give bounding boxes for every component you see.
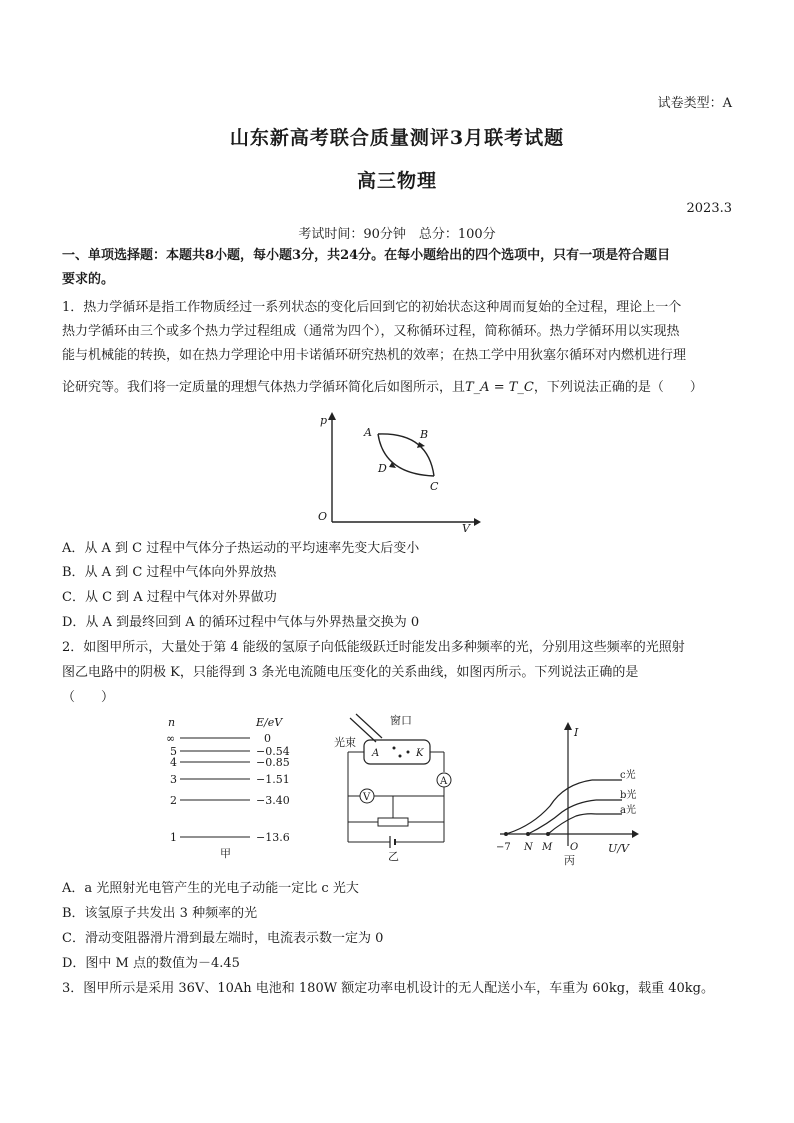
n-header: n [168,716,176,729]
m-point-label: M [542,842,553,853]
electron-dot [393,747,396,750]
q1-option-b: B．从 A 到 C 过程中气体向外界放热 [62,565,277,580]
point-b-label: B [420,428,429,441]
beam-line-2 [356,714,382,738]
q2-line1: 2．如图甲所示，大量处于第 4 能级的氢原子向低能级跃迁时能发出多种频率的光，分别用这些频率的光照射 [62,640,685,655]
q2-option-a: A．a 光照射光电管产生的光电子动能一定比 c 光大 [62,881,359,896]
electron-dot [407,751,410,754]
fig-yi-circuit [330,712,460,862]
u-label: U/V [608,842,629,855]
q2-option-b: B．该氢原子共发出 3 种频率的光 [62,906,258,921]
curve-c [506,780,592,834]
q1-line3: 能与机械能的转换，如在热力学理论中用卡诺循环研究热机的效率；在热工学中用狄塞尔循环对内燃机进行理 [62,348,687,363]
b-light-label: b光 [620,790,637,801]
window-label: 窗口 [390,714,412,727]
level-1-n: 1 [170,831,177,844]
point-minus7 [504,832,508,836]
q1-equation: T_A = T_C [465,380,534,395]
level-2-energy: −3.40 [256,794,290,807]
fig-yi-caption: 乙 [388,850,399,862]
anode-label: A [372,748,380,759]
e-header: E/eV [256,716,283,729]
electron-dot [399,755,402,758]
c-light-label: c光 [620,770,636,781]
q2-option-d: D．图中 M 点的数值为－4.45 [62,956,240,971]
minus7-label: −7 [496,842,511,853]
origin-label: O [318,510,328,523]
v-axis-arrow-icon [474,518,481,526]
q2-line3: （ ） [62,690,115,705]
q1-option-a: A．从 A 到 C 过程中气体分子热运动的平均速率先变大后变小 [62,541,420,556]
infinity-label: ∞ [166,732,176,745]
u-axis-arrow-icon [632,830,639,838]
level-5-energy: −0.54 [256,745,290,758]
level-inf-energy: 0 [264,732,271,745]
cathode-label: K [416,748,424,759]
level-4-energy: −0.85 [256,756,290,769]
ammeter-label: A [440,776,448,787]
section-heading-line1: 一、单项选择题：本题共8小题，每小题3分，共24分。在每小题给出的四个选项中，只有一项是符合题目 [62,248,671,263]
fig-bing-iu-curves [492,716,642,866]
paper-type: 试卷类型：A [657,96,732,111]
fig-bing-caption: 丙 [564,854,575,866]
point-m [546,832,550,836]
fig-jia-caption: 甲 [220,847,231,860]
q1-line4-post: ，下列说法正确的是（ ） [533,380,703,395]
q1-pv-diagram [312,410,482,535]
exam-date: 2023.3 [686,201,732,216]
rheostat [378,818,408,826]
p-label: p [320,414,328,427]
q2-line2: 图乙电路中的阴极 K，只能得到 3 条光电流随电压变化的关系曲线，如图丙所示。下列说法正确的是 [62,665,639,680]
beam-label: 光束 [334,736,356,749]
point-d-label: D [378,462,387,475]
section-heading-line2: 要求的。 [62,272,115,287]
origin-label: O [570,842,579,853]
q2-option-c: C．滑动变阻器滑片滑到最左端时，电流表示数一定为 0 [62,931,384,946]
exam-info: 考试时间：90分钟 总分：100分 [298,227,496,242]
level-5-n: 5 [170,745,177,758]
level-3-n: 3 [170,773,177,786]
p-axis-arrow-icon [328,412,336,420]
point-n [526,832,530,836]
point-c-label: C [430,480,439,493]
q3-line1: 3．图甲所示是采用 36V、10Ah 电池和 180W 额定功率电机设计的无人配送小车，车重为 60kg，载重 40kg。 [62,981,714,996]
a-light-label: a光 [620,805,636,816]
q1-option-c: C．从 C 到 A 过程中气体对外界做功 [62,590,277,605]
v-label: V [462,522,470,535]
paper-title: 山东新高考联合质量测评3月联考试题 [229,127,565,149]
level-1-energy: −13.6 [256,831,290,844]
subject-title: 高三物理 [356,170,437,192]
i-axis-arrow-icon [564,722,572,730]
q1-line4 [62,378,734,398]
q1-line1: 1．热力学循环是指工作物质经过一系列状态的变化后回到它的初始状态这种周而复始的全过程，理论上一个 [62,300,682,315]
level-4-n: 4 [170,756,177,769]
q1-line2: 热力学循环由三个或多个热力学过程组成（通常为四个），又称循环过程，简称循环。热力学循环用以实现热 [62,324,680,339]
q1-option-d: D．从 A 到最终回到 A 的循环过程中气体与外界热量交换为 0 [62,615,420,630]
i-label: I [574,726,579,739]
level-3-energy: −1.51 [256,773,290,786]
fig-jia-energy-levels [160,712,300,862]
level-2-n: 2 [170,794,177,807]
n-point-label: N [524,842,533,853]
voltmeter-label: V [363,792,371,803]
q1-line4-pre: 论研究等。我们将一定质量的理想气体热力学循环简化后如图所示，且 [62,380,466,395]
point-a-label: A [364,426,372,439]
